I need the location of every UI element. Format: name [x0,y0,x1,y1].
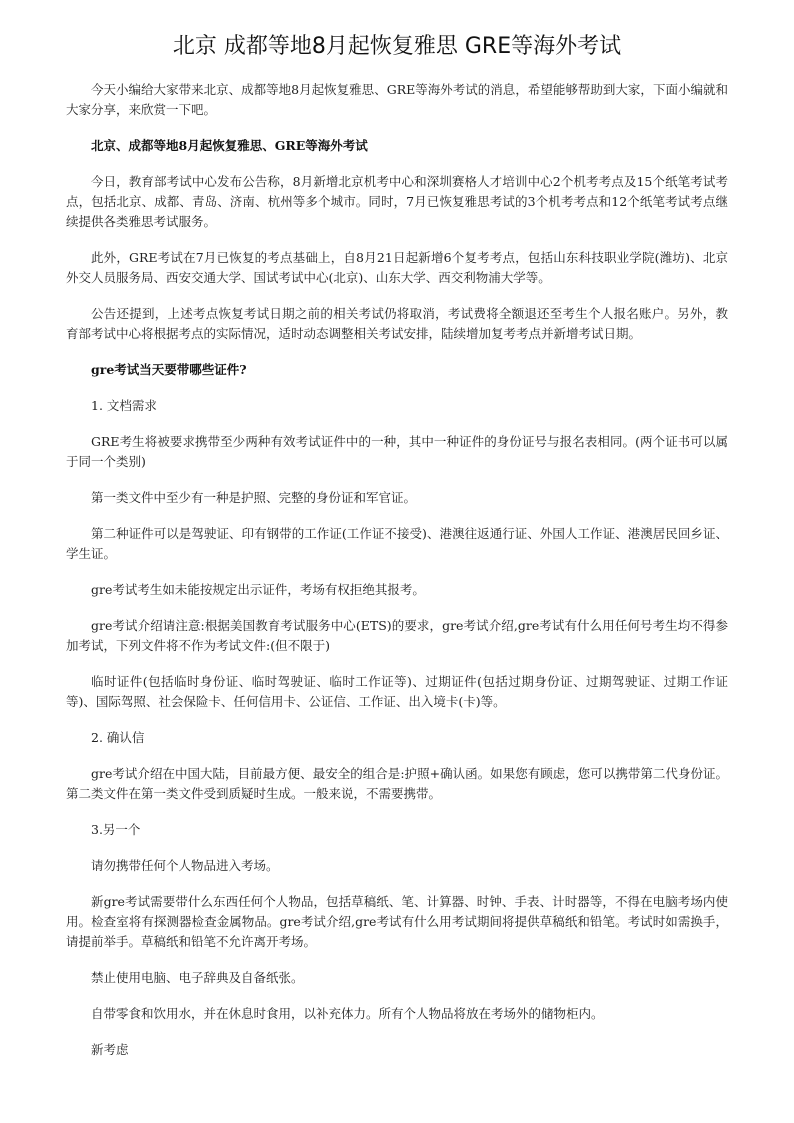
paragraph-no-computers: 禁止使用电脑、电子辞典及自备纸张。 [91,970,304,985]
section-heading-reopen: 北京、成都等地8月起恢复雅思、GRE等海外考试 [91,138,368,153]
paragraph-no-personal-items: 请勿携带任何个人物品进入考场。 [91,858,279,873]
paragraph-second-category: 第二种证件可以是驾驶证、印有钢带的工作证(工作证不接受)、港澳往返通行证、外国人工作证、港澳居民回乡证、学生证。 [66,526,728,561]
paragraph-invalid-documents: 临时证件(包括临时身份证、临时驾驶证、临时工作证等)、过期证件(包括过期身份证、过期驾驶证、过期工作证等)、国际驾照、社会保险卡、任何信用卡、公证信、工作证、出入境卡(卡)等。 [66,674,728,709]
paragraph-ets-note: gre考试介绍请注意:根据美国教育考试服务中心(ETS)的要求，gre考试介绍,gre考试有什么用任何号考生均不得参加考试，下列文件将不作为考试文件:(但不限于) [66,618,728,653]
paragraph-announcement: 今日，教育部考试中心发布公告称，8月新增北京机考中心和深圳赛格人才培训中心2个机考考点及15个纸笔考试考点，包括北京、成都、青岛、济南、杭州等多个城市。同时，7月已恢复雅思考试的3个机考考点和12个纸笔考试考点继续提供各类雅思考试服务。 [66,174,728,229]
paragraph-refusal: gre考试考生如未能按规定出示证件，考场有权拒绝其报考。 [91,582,425,597]
paragraph-id-requirement: GRE考生将被要求携带至少两种有效考试证件中的一种，其中一种证件的身份证号与报名表相同。(两个证书可以属于同一个类别) [66,434,728,469]
paragraph-gre-new-sites: 此外，GRE考试在7月已恢复的考点基础上，自8月21日起新增6个复考考点，包括山东科技职业学院(潍坊)、北京外交人员服务局、西安交通大学、国试考试中心(北京)、山东大学、西交利物浦大学等。 [66,250,728,285]
document-title: 北京 成都等地8月起恢复雅思 GRE等海外考试 [172,34,622,59]
section-heading-documents: gre考试当天要带哪些证件? [91,362,247,377]
paragraph-snacks: 自带零食和饮用水，并在休息时食用，以补充体力。所有个人物品将放在考场外的储物柜内。 [91,1006,604,1021]
intro-paragraph: 今天小编给大家带来北京、成都等地8月起恢复雅思、GRE等海外考试的消息，希望能够帮助到大家，下面小编就和大家分享，来欣赏一下吧。 [66,82,728,117]
paragraph-refund-notice: 公告还提到，上述考点恢复考试日期之前的相关考试仍将取消，考试费将全额退还至考生个人报名账户。另外，教育部考试中心将根据考点的实际情况，适时动态调整相关考试安排，陆续增加复考考点并新增考试日期。 [66,306,728,341]
document-body [66,80,728,1076]
subheading-other: 3.另一个 [91,822,141,837]
subheading-document-requirements: 1. 文档需求 [91,398,157,413]
paragraph-new-considerations: 新考虑 [91,1042,129,1057]
paragraph-first-category: 第一类文件中至少有一种是护照、完整的身份证和军官证。 [91,490,417,505]
paragraph-prohibited-items: 新gre考试需要带什么东西任何个人物品，包括草稿纸、笔、计算器、时钟、手表、计时器等，不得在电脑考场内使用。检查室将有探测器检查金属物品。gre考试介绍,gre考试有什么用考试期间将提供草稿纸和铅笔。考试时如需换手，请提前举手。草稿纸和铅笔不允许离开考场。 [66,894,728,949]
subheading-confirmation-letter: 2. 确认信 [91,730,145,745]
paragraph-confirmation: gre考试介绍在中国大陆，目前最方便、最安全的组合是:护照+确认函。如果您有顾虑，您可以携带第二代身份证。第二类文件在第一类文件受到质疑时生成。一般来说，不需要携带。 [66,766,728,801]
